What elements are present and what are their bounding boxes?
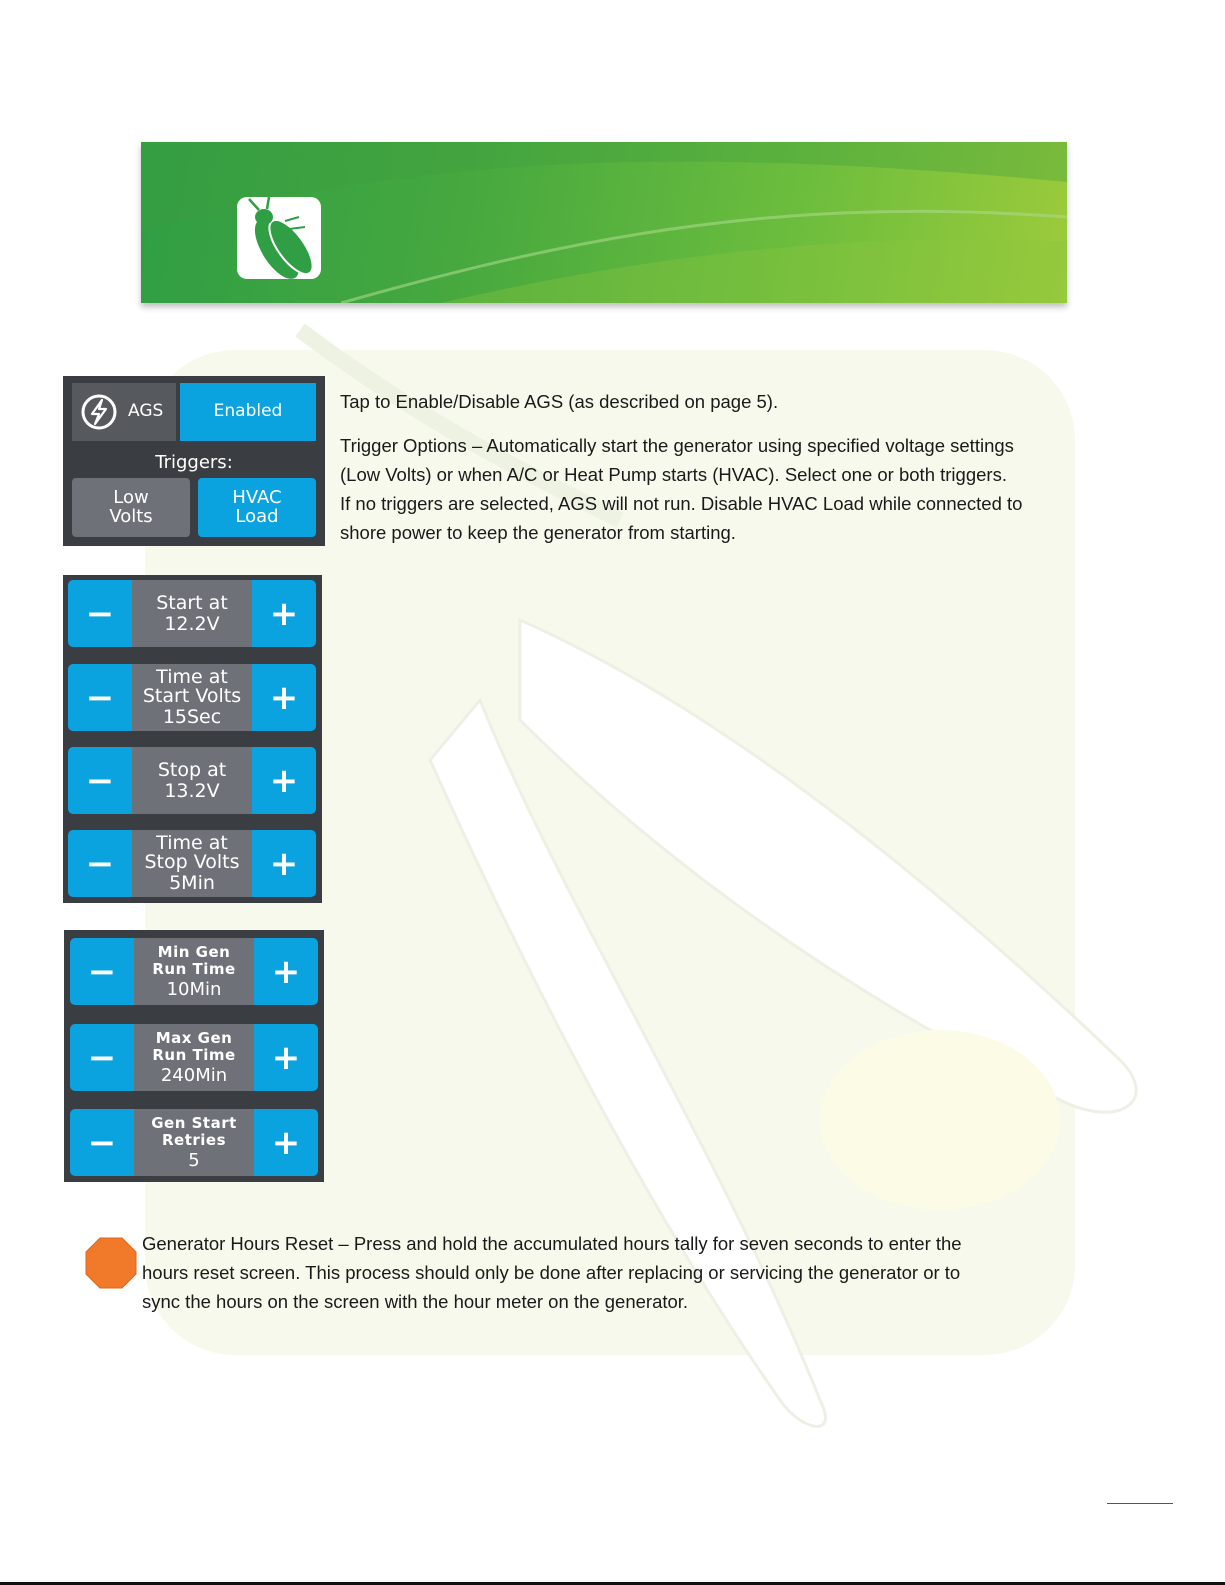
max-run-label-2: Run Time	[152, 1045, 236, 1064]
time-start-minus-button[interactable]: −	[68, 664, 132, 731]
start-at-value: 12.2V	[164, 612, 220, 635]
trigger-line-2: (Low Volts) or when A/C or Heat Pump starts (HVAC). Select one or both triggers.	[340, 464, 1007, 485]
time-start-display	[132, 664, 252, 731]
max-run-display	[134, 1024, 254, 1091]
hours-reset-description	[142, 1229, 962, 1316]
trigger-line-1: Trigger Options – Automatically start the generator using specified voltage settings	[340, 435, 1014, 456]
low-volts-line2: Volts	[109, 505, 153, 527]
time-start-label-1: Time at	[156, 666, 228, 688]
runtime-settings-panel	[64, 930, 324, 1182]
time-stop-plus-button[interactable]: +	[252, 830, 316, 897]
gen-start-retries-row	[70, 1109, 318, 1176]
retries-minus-button[interactable]: −	[70, 1109, 134, 1176]
stop-octagon-icon	[85, 1237, 137, 1289]
start-at-minus-button[interactable]: −	[68, 580, 132, 647]
generator-bolt-icon	[80, 393, 118, 431]
retries-value: 5	[188, 1150, 200, 1171]
enable-description-text: Tap to Enable/Disable AGS (as described on page 5).	[340, 391, 779, 412]
ags-label: AGS	[128, 401, 164, 421]
time-at-stop-volts-row	[68, 830, 316, 897]
time-start-label-2: Start Volts	[142, 685, 242, 707]
retries-label-2: Retries	[161, 1130, 227, 1149]
hours-reset-line-3: sync the hours on the screen with the hour meter on the generator.	[142, 1291, 689, 1312]
min-run-label-1: Min Gen	[157, 943, 231, 961]
time-stop-display	[132, 830, 252, 897]
stop-at-value: 13.2V	[164, 779, 220, 802]
min-run-label-2: Run Time	[152, 959, 236, 978]
start-at-display	[132, 580, 252, 647]
firefly-icon	[237, 197, 321, 279]
retries-display	[134, 1109, 254, 1176]
hours-reset-line-2: hours reset screen. This process should only be done after replacing or servicing the generator or to	[142, 1262, 961, 1283]
ags-panel	[63, 376, 325, 546]
time-stop-value: 5Min	[169, 872, 215, 894]
hvac-load-trigger-button[interactable]	[198, 478, 316, 537]
max-gen-run-time-row	[70, 1024, 318, 1091]
max-run-plus-button[interactable]: +	[254, 1024, 318, 1091]
retries-plus-button[interactable]: +	[254, 1109, 318, 1176]
start-at-row	[68, 580, 316, 647]
hvac-line2: Load	[235, 505, 279, 527]
start-at-plus-button[interactable]: +	[252, 580, 316, 647]
stop-at-label: Stop at	[157, 758, 227, 781]
time-start-value: 15Sec	[162, 706, 222, 728]
trigger-line-4: shore power to keep the generator from starting.	[340, 522, 736, 543]
header-banner	[141, 142, 1067, 303]
max-run-label-1: Max Gen	[155, 1029, 233, 1047]
min-run-display	[134, 938, 254, 1005]
min-run-plus-button[interactable]: +	[254, 938, 318, 1005]
stop-at-minus-button[interactable]: −	[68, 747, 132, 814]
time-stop-label-1: Time at	[156, 832, 228, 854]
enable-description	[340, 387, 778, 416]
time-start-plus-button[interactable]: +	[252, 664, 316, 731]
ags-toggle[interactable]	[72, 383, 176, 441]
enabled-button[interactable]: Enabled	[180, 383, 316, 441]
start-at-label: Start at	[156, 591, 228, 614]
low-volts-line1: Low	[113, 486, 149, 508]
time-stop-label-2: Stop Volts	[144, 851, 240, 873]
min-run-value: 10Min	[166, 979, 222, 1000]
max-run-minus-button[interactable]: −	[70, 1024, 134, 1091]
retries-label-1: Gen Start	[151, 1114, 237, 1132]
stop-at-row	[68, 747, 316, 814]
time-at-start-volts-row	[68, 664, 316, 731]
hours-reset-line-1: Generator Hours Reset – Press and hold the accumulated hours tally for seven seconds to enter the	[142, 1233, 962, 1254]
triggers-label: Triggers:	[155, 452, 233, 473]
voltage-settings-panel	[63, 575, 322, 903]
stop-at-plus-button[interactable]: +	[252, 747, 316, 814]
page-number-rule	[1107, 1503, 1173, 1504]
max-run-value: 240Min	[160, 1065, 228, 1086]
min-run-minus-button[interactable]: −	[70, 938, 134, 1005]
trigger-line-3: If no triggers are selected, AGS will not run. Disable HVAC Load while connected to	[340, 493, 1023, 514]
min-gen-run-time-row	[70, 938, 318, 1005]
low-volts-trigger-button[interactable]	[72, 478, 190, 537]
hvac-line1: HVAC	[232, 486, 282, 508]
trigger-options-description	[340, 431, 1022, 547]
stop-at-display	[132, 747, 252, 814]
time-stop-minus-button[interactable]: −	[68, 830, 132, 897]
logo-box	[237, 197, 321, 279]
